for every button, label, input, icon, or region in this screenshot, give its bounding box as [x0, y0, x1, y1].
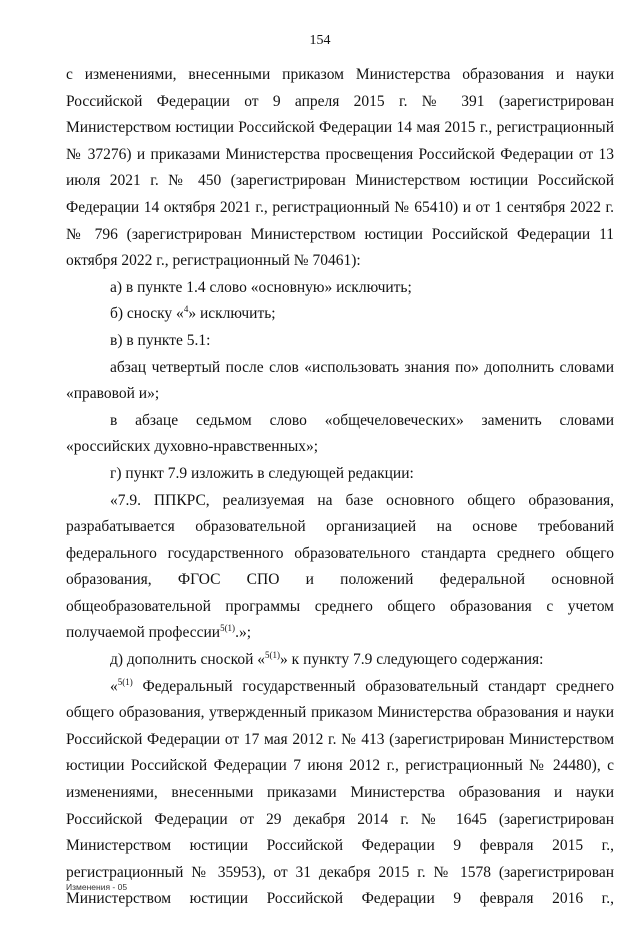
paragraph-footnote-5-1: [66, 674, 614, 913]
footnote-text: Федеральный государственный образовательный стандарт среднего общего образования, утвержденный приказом Министерства образования и науки Российской Федерации от 17 мая 2012 г. № 413 (зарегистрирован Министерством юстиции Российской Федерации 7 июня 2012 г., регистрационный № 24480), с изменениями, внесенными приказами Министерства образования и науки Российской Федерации от 29 декабря 2014 г. № 1645 (зарегистрирован Министерством юстиции Российской Федерации 9 февраля 2015 г., регистрационный № 35953), от 31 декабря 2015 г. № 1578 (зарегистрирован Министерством юстиции Российской Федерации 9 февраля 2016 г.,: [66, 677, 614, 908]
paragraph-item-v: в) в пункте 5.1:: [110, 331, 211, 349]
footnote-ref-5-1: 5(1): [220, 623, 236, 634]
item-d-text-start: д) дополнить сноской «: [110, 651, 266, 669]
page-number: 154: [309, 33, 331, 48]
footnote-mark-5-1: 5(1): [117, 676, 133, 687]
paragraph-item-g: г) пункт 7.9 изложить в следующей редакции:: [110, 464, 414, 482]
paragraph-item-b: [66, 301, 614, 328]
item-7-9-text: «7.9. ППКРС, реализуемая на базе основного общего образования, разрабатывается образовательной организацией на основе требований федерального государственного образовательного стандарта среднего общего образования, ФГОС СПО и положений федеральной основной общеобразовательной программы среднего общего образования с учетом получаемой профессии: [66, 491, 614, 642]
item-d-text-end: » к пункту 7.9 следующего содержания:: [280, 651, 544, 669]
document-body: [66, 62, 614, 913]
footnote-ref-5-1: 5(1): [265, 649, 281, 660]
paragraph-item-a: а) в пункте 1.4 слово «основную» исключить;: [110, 278, 412, 296]
paragraph-amendments-intro: с изменениями, внесенными приказом Министерства образования и науки Российской Федерации от 9 апреля 2015 г. № 391 (зарегистрирован Министерством юстиции Российской Федерации 14 мая 2015 г., регистрационный № 37276) и приказами Министерства просвещения Российской Федерации от 13 июля 2021 г. № 450 (зарегистрирован Министерством юстиции Российской Федерации 14 октября 2021 г., регистрационный № 65410) и от 1 сентября 2022 г. № 796 (зарегистрирован Министерством юстиции Российской Федерации 11 октября 2022 г., регистрационный № 70461):: [66, 66, 614, 270]
paragraph-item-v-abzac4: абзац четвертый после слов «использовать знания по» дополнить словами «правовой и»;: [66, 358, 614, 403]
footer-revision-label: Изменения - 05: [66, 882, 128, 892]
item-b-text-end: » исключить;: [188, 305, 276, 323]
footnote-ref-4: 4: [183, 304, 189, 315]
footnote-open-quote: «: [110, 677, 118, 695]
item-7-9-text-end: .»;: [235, 624, 251, 642]
item-b-text-start: б) сноску «: [110, 305, 184, 323]
paragraph-item-v-abzac7: в абзаце седьмом слово «общечеловеческих» заменить словами «российских духовно-нравственных»;: [66, 411, 614, 456]
paragraph-item-d: [66, 647, 614, 674]
paragraph-item-7-9: [66, 488, 614, 648]
